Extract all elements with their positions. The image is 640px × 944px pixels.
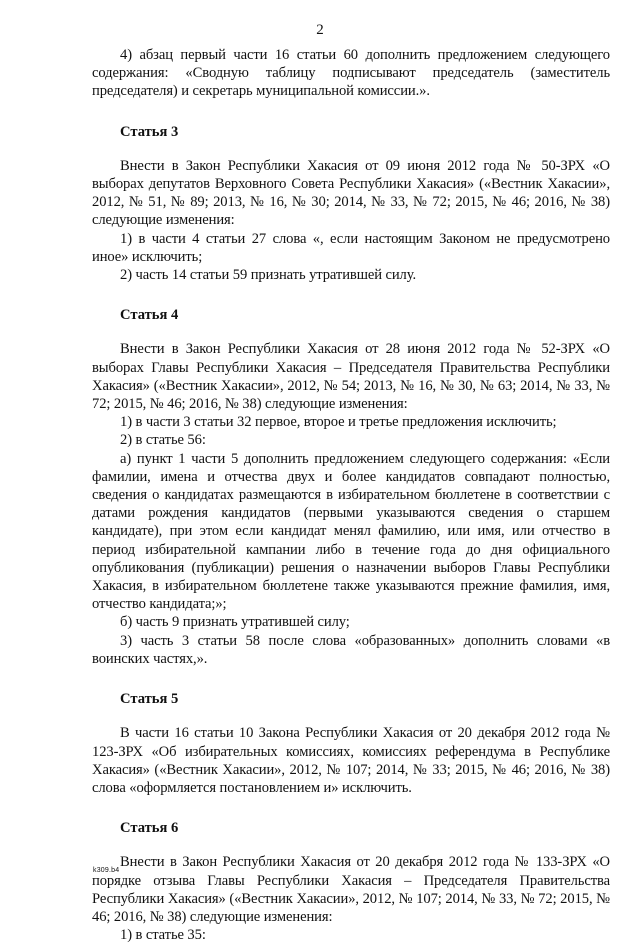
article-3-heading: Статья 3	[120, 123, 179, 140]
document-body	[92, 46, 610, 944]
article-4-item: 3) часть 3 статьи 58 после слова «образованных» дополнить словами «в воинских частях,».	[92, 632, 610, 667]
page-number: 2	[316, 22, 324, 38]
article-6-heading: Статья 6	[120, 820, 179, 837]
document-code: k309.b4	[93, 867, 120, 874]
article-5-heading: Статья 5	[120, 691, 179, 708]
article-3-paragraph: Внести в Закон Республики Хакасия от 09 июня 2012 года № 50-ЗРХ «О выборах депутатов Верховного Совета Республики Хакасия» («Вестник Хакасии», 2012, № 51, № 89; 2013, № 16, № 30; 2014, № 33, № 72; 2015, № 46; 2016, № 38) следующие изменения:	[92, 157, 610, 229]
article-4-heading: Статья 4	[120, 307, 179, 324]
article-3-item: 1) в части 4 статьи 27 слова «, если настоящим Законом не предусмотрено иное» исключить;	[92, 230, 610, 265]
intro-paragraph: 4) абзац первый части 16 статьи 60 дополнить предложением следующего содержания: «Сводную таблицу подписывают председатель (заместитель председателя) и секретарь муниципальной комиссии.».	[92, 47, 610, 100]
article-6-item: 1) в статье 35:	[120, 927, 206, 944]
article-5-paragraph: В части 16 статьи 10 Закона Республики Хакасия от 20 декабря 2012 года № 123-ЗРХ «Об избирательных комиссиях, комиссиях референдума в Республике Хакасия» («Вестник Хакасии», 2012, № 107; 2014, № 33; 2015, № 46; 2016, № 38) слова «оформляется постановлением и» исключить.	[92, 725, 610, 796]
article-4-item: б) часть 9 признать утратившей силу;	[120, 614, 350, 631]
article-6-paragraph: Внести в Закон Республики Хакасия от 20 декабря 2012 года № 133-ЗРХ «О порядке отзыва Главы Республики Хакасия – Председателя Правительства Республики Хакасия» («Вестник Хакасии», 2012, № 107; 2014, № 33, № 72; 2015, № 46; 2016, № 38) следующие изменения:	[92, 854, 610, 925]
article-4-item: 1) в части 3 статьи 32 первое, второе и третье предложения исключить;	[120, 414, 557, 431]
article-4-item: а) пункт 1 части 5 дополнить предложением следующего содержания: «Если фамилии, имена и отчества двух и более кандидатов совпадают полностью, сведения о кандидатах размещаются в избирательном бюллетене в соответствии с датами рождения кандидатов (первыми указываются сведения о старшем кандидате), при этом если кандидат менял фамилию, или имя, или отчество в период избирательной кампании либо в течение года до дня официального опубликования (публикации) решения о назначении выборов Главы Республики Хакасия, в избирательном бюллетене также указываются прежние фамилия, имя, отчество кандидата;»;	[92, 450, 610, 613]
article-3-item: 2) часть 14 статьи 59 признать утратившей силу.	[120, 267, 417, 284]
article-4-paragraph: Внести в Закон Республики Хакасия от 28 июня 2012 года № 52-ЗРХ «О выборах Главы Республики Хакасия – Председателя Правительства Республики Хакасия» («Вестник Хакасии», 2012, № 54; 2013, № 16, № 30, № 63; 2014, № 33, № 72; 2015, № 46; 2016, № 38) следующие изменения:	[92, 341, 610, 413]
article-4-item: 2) в статье 56:	[120, 432, 206, 449]
